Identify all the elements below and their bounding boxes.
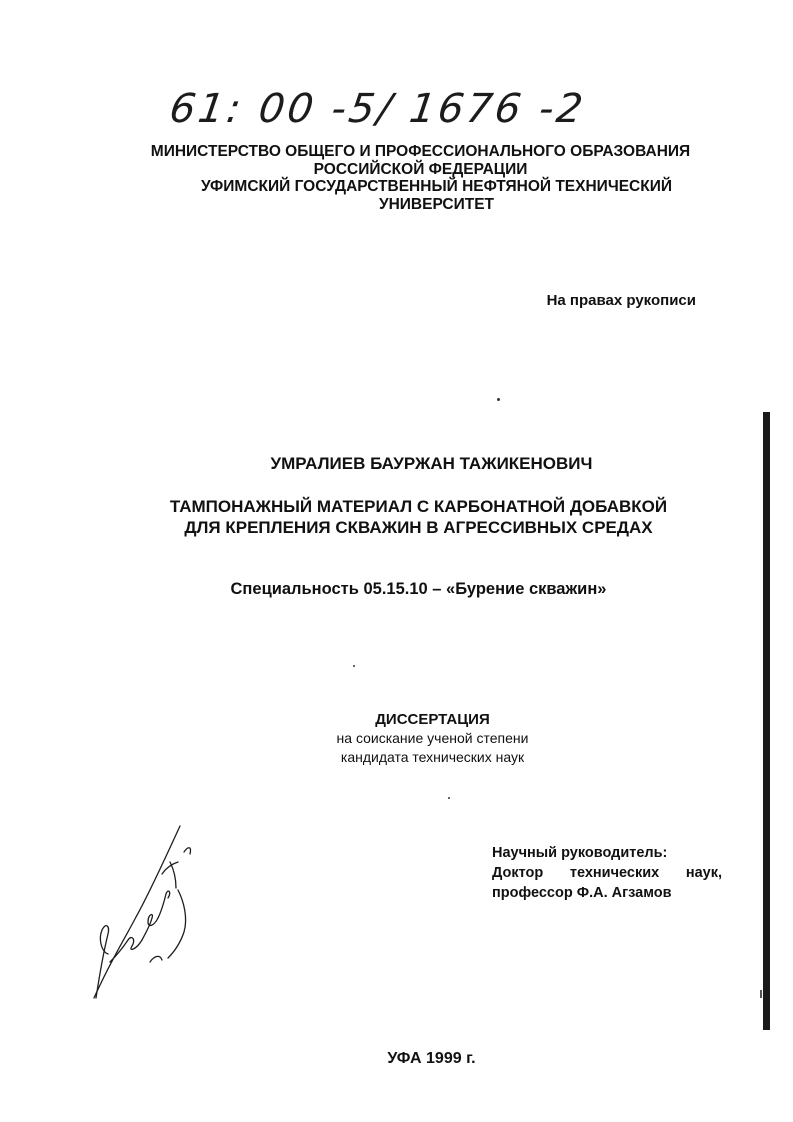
author-name	[0, 454, 793, 474]
dissertation-block	[0, 710, 793, 767]
supervisor-name: профессор Ф.А. Агзамов	[492, 885, 672, 901]
city-year	[0, 1050, 793, 1068]
title-line-2: ДЛЯ КРЕПЛЕНИЯ СКВАЖИН В АГРЕССИВНЫХ СРЕДАХ	[184, 518, 653, 537]
degree-line-1: на соискание ученой степени	[336, 730, 529, 746]
scan-speck	[448, 797, 450, 799]
ministry-line-2: РОССИЙСКОЙ ФЕДЕРАЦИИ	[313, 160, 528, 178]
university-line-1: УФИМСКИЙ ГОСУДАРСТВЕННЫЙ НЕФТЯНОЙ ТЕХНИЧЕСКИЙ	[201, 178, 672, 195]
dissertation-title	[0, 496, 793, 538]
university-line-2: УНИВЕРСИТЕТ	[378, 195, 495, 213]
scan-border-mark	[760, 990, 762, 998]
supervisor-block	[492, 843, 722, 903]
manuscript-rights-note: На правах рукописи	[546, 292, 696, 309]
ministry-header	[0, 143, 793, 213]
supervisor-degree: Доктор технических наук,	[492, 865, 722, 881]
supervisor-label: Научный руководитель:	[492, 845, 668, 861]
title-line-1: ТАМПОНАЖНЫЙ МАТЕРИАЛ С КАРБОНАТНОЙ ДОБАВКОЙ	[169, 497, 668, 516]
ministry-line-1: МИНИСТЕРСТВО ОБЩЕГО И ПРОФЕССИОНАЛЬНОГО ОБРАЗОВАНИЯ	[150, 143, 691, 160]
specialty	[0, 580, 793, 599]
city-year-text: УФА 1999 г.	[387, 1050, 476, 1067]
specialty-text: Специальность 05.15.10 – «Бурение скважин»	[230, 580, 607, 598]
handwritten-catalog-number: 61: 00 -5/ 1676 -2	[166, 86, 589, 132]
handwritten-signature	[88, 822, 198, 1002]
author-name-text: УМРАЛИЕВ БАУРЖАН ТАЖИКЕНОВИЧ	[270, 454, 593, 473]
degree-line-2: кандидата технических наук	[340, 749, 525, 765]
scan-speck	[353, 665, 355, 667]
dissertation-heading: ДИССЕРТАЦИЯ	[375, 711, 490, 728]
scan-speck	[497, 398, 500, 401]
